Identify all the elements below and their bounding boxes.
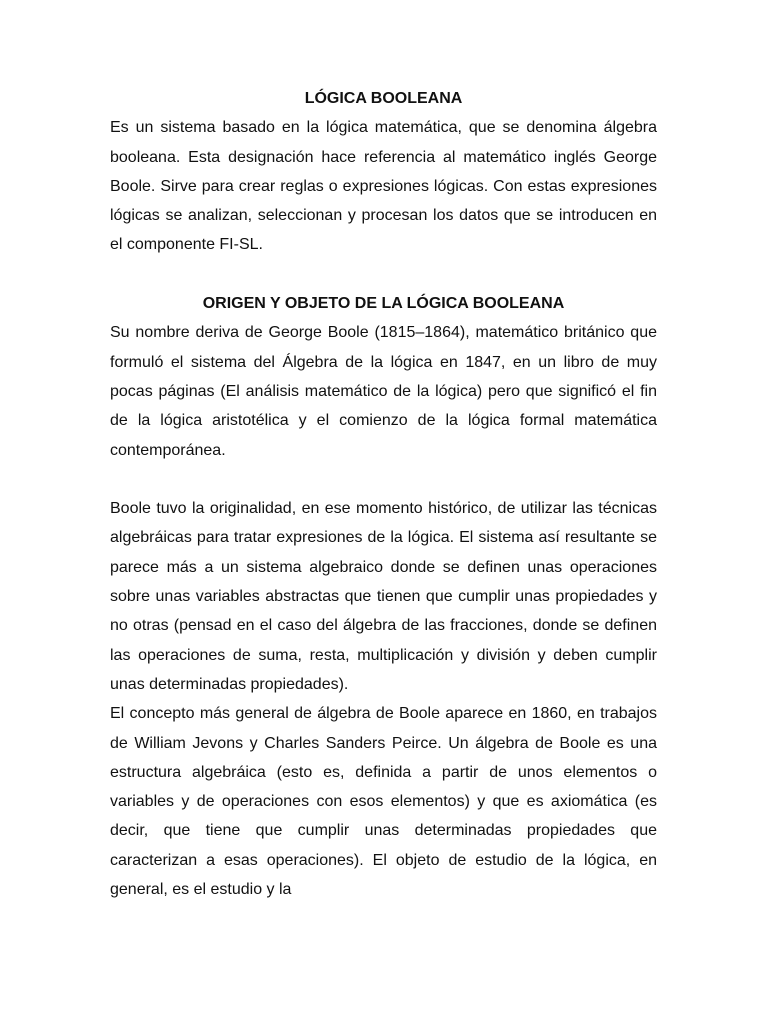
- document-title: LÓGICA BOOLEANA: [304, 90, 463, 107]
- blank-line: [110, 465, 657, 494]
- blank-line: [110, 260, 657, 289]
- document-page: [110, 84, 657, 904]
- section-heading: ORIGEN Y OBJETO DE LA LÓGICA BOOLEANA: [202, 295, 565, 313]
- paragraph-boole-originality: Boole tuvo la originalidad, en ese momento histórico, de utilizar las técnicas algebráicas para tratar expresiones de la lógica. El sistema así resultante se parece más a un sistema algebraico donde se definen unas operaciones sobre unas variables abstractas que tienen que cumplir unas propiedades y no otras (pensad en el caso del álgebra de las fracciones, donde se definen las operaciones de suma, resta, multiplicación y división y deben cumplir unas determinadas propiedades).: [110, 500, 657, 693]
- intro-paragraph: Es un sistema basado en la lógica matemática, que se denomina álgebra booleana. Esta designación hace referencia al matemático inglés George Boole. Sirve para crear reglas o expresiones lógicas. Con estas expresiones lógicas se analizan, seleccionan y procesan los datos que se introducen en el componente FI-SL.: [110, 119, 657, 254]
- paragraph-general-concept: El concepto más general de álgebra de Boole aparece en 1860, en trabajos de William Jevons y Charles Sanders Peirce. Un álgebra de Boole es una estructura algebráica (esto es, definida a partir de unos elementos o variables y de operaciones con esos elementos) y que es axiomática (es decir, que tiene que cumplir unas determinadas propiedades que caracterizan a esas operaciones). El objeto de estudio de la lógica, en general, es el estudio y la: [110, 705, 657, 899]
- paragraph-origin: Su nombre deriva de George Boole (1815–1864), matemático británico que formuló el sistema del Álgebra de la lógica en 1847, en un libro de muy pocas páginas (El análisis matemático de la lógica) pero que significó el fin de la lógica aristotélica y el comienzo de la lógica formal matemática contemporánea.: [110, 324, 657, 459]
